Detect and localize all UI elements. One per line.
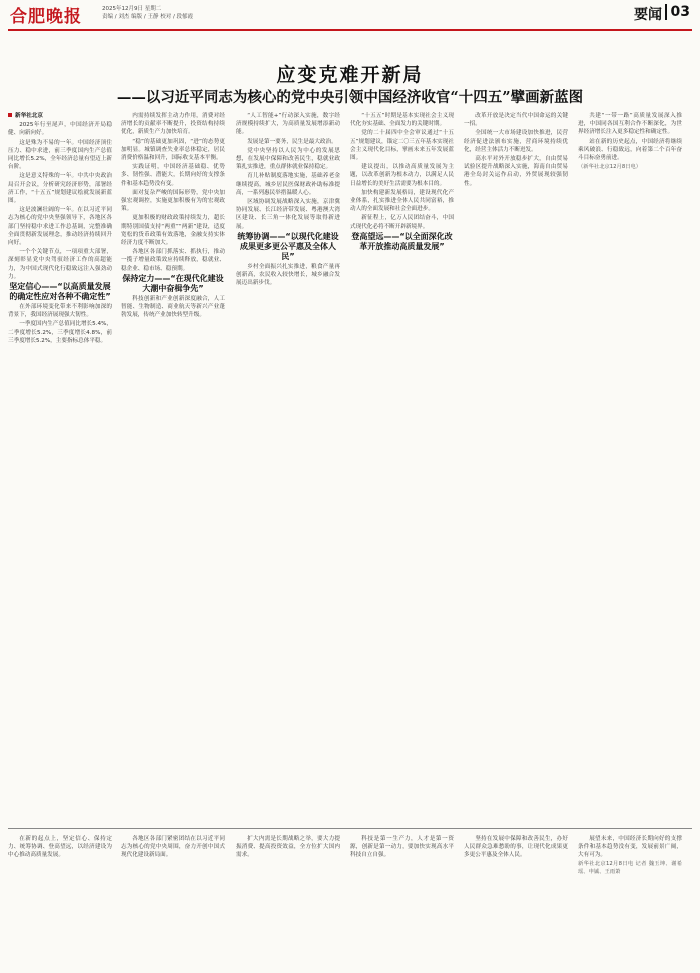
article-column-6	[578, 112, 682, 820]
paragraph: 育儿补贴制度落地实施，基础养老金继续提高，城乡居民医保财政补助标准提高，一系列惠民举措温暖人心。	[236, 173, 340, 196]
paragraph: 坚持在发展中保障和改善民生，办好人民群众急难愁盼的事，让现代化成果更多更公平惠及全体人民。	[464, 836, 568, 859]
paragraph: “稳”的基础更加巩固，“进”的态势更加明显。城镇调查失业率总体稳定，居民消费价格温和回升，国际收支基本平衡。	[121, 138, 225, 162]
article-column-5	[464, 112, 568, 820]
article-column-3	[236, 112, 340, 820]
continuation-column-5	[464, 835, 568, 963]
paragraph: 在外部环境变化带来不利影响加深的背景下，我国经济展现强大韧性。	[8, 304, 112, 319]
paragraph: 科技是第一生产力，人才是第一资源，创新是第一动力，要加快实现高水平科技自立自强。	[350, 836, 454, 859]
section-subtitle: 登高望远——“以全面深化改革开放推动高质量发展”	[351, 231, 453, 251]
paragraph: 这是波澜壮阔的一年。在以习近平同志为核心的党中央坚强领导下，各地区各部门坚持稳中求进工作总基调，完整准确全面贯彻新发展理念，推动经济持续回升向好。	[8, 207, 112, 247]
paragraph: 展望未来，中国经济长期向好的支撑条件和基本趋势没有变，发展前景广阔，大有可为。	[578, 836, 682, 859]
editors-line: 责编 / 刘杰 编版 / 王静 校对 / 段郁霞	[102, 14, 194, 20]
section-name: 要闻	[634, 7, 662, 23]
article-credit: （新华社北京12月8日电）	[578, 164, 642, 171]
paragraph: 2025年行至尾声，中国经济开局稳健、向新向好。	[8, 122, 112, 137]
article-column-1	[8, 112, 112, 820]
paragraph: 各地区各部门紧密团结在以习近平同志为核心的党中央周围，奋力开创中国式现代化建设新局面。	[121, 836, 225, 859]
header-meta	[102, 5, 193, 21]
paragraph: 站在新的历史起点，中国经济将继续乘风破浪、行稳致远，向着第二个百年奋斗目标奋勇前进。	[578, 138, 682, 162]
headline: 应变克难开新局	[276, 64, 424, 86]
paragraph: 更加积极的财政政策持续发力，超长期特别国债支持“两重”“两新”建设，适度宽松的货币政策有效落地，金融支持实体经济力度不断加大。	[121, 215, 225, 247]
paragraph: 党中央坚持以人民为中心的发展思想，在发展中保障和改善民生，稳就业政策扎实推进，重点群体就业保持稳定。	[236, 147, 340, 171]
paragraph: 建议提出，以推动高质量发展为主题，以改革创新为根本动力，以满足人民日益增长的美好生活需要为根本目的。	[350, 164, 454, 187]
continuation-column-4	[350, 835, 454, 963]
paragraph: 实践证明，中国经济基础稳、优势多、韧性强、潜能大，长期向好的支撑条件和基本趋势没有变。	[121, 164, 225, 187]
paragraph: 扩大内需是长期战略之举，要大力提振消费、提高投资效益，全方位扩大国内需求。	[236, 836, 340, 859]
paragraph: 发展是第一要务，民生是最大政治。	[247, 138, 337, 145]
paragraph: 这是意义特殊的一年。中共中央政治局召开会议，分析研究经济形势，部署经济工作，“十五五”规划建议绘就发展新蓝图。	[8, 173, 112, 205]
section-subtitle: 坚定信心——“以高质量发展的确定性应对各种不确定性”	[9, 282, 111, 302]
newspaper-logo: 合肥晚报	[10, 7, 82, 27]
continuation-column-6	[578, 835, 682, 963]
paragraph: 这是殊为不易的一年。中国经济顶住压力、稳中求进，前三季度国内生产总值同比增长5.2%，全年经济总量有望迈上新台阶。	[8, 139, 112, 171]
subheadline: ——以习近平同志为核心的党中央引领中国经济收官“十四五”擘画新蓝图	[116, 89, 584, 106]
paragraph: 区域协调发展战略深入实施，京津冀协同发展、长江经济带发展、粤港澳大湾区建设、长三角一体化发展等取得新进展。	[236, 199, 340, 230]
paragraph: 科技创新和产业创新深度融合，人工智能、生物制造、商业航天等新兴产业蓬勃发展，传统产业加快转型升级。	[121, 295, 225, 319]
paragraph: 新征程上，亿万人民团结奋斗，中国式现代化必将不断开辟新境界。	[350, 215, 454, 230]
paragraph: “十五五”时期是基本实现社会主义现代化夯实基础、全面发力的关键时期。	[350, 113, 454, 128]
paragraph: 高水平对外开放稳步扩大，自由贸易试验区提升战略深入实施，海南自由贸易港全岛封关运作启动，外贸展现较强韧性。	[464, 156, 568, 187]
paragraph: 一个个关键节点，一项项重大部署，深刻彰显党中央驾驭经济工作的高超能力，为中国式现代化行稳致远注入强劲动力。	[8, 249, 112, 280]
page-number: 03	[665, 4, 690, 20]
paragraph: “人工智能+”行动深入实施，数字经济规模持续扩大，为高质量发展增添新动能。	[236, 113, 340, 136]
page-header	[8, 2, 692, 28]
paragraph: 加快构建新发展格局，建设现代化产业体系，扎实推进全体人民共同富裕，推动人的全面发展和社会全面进步。	[350, 189, 454, 213]
paragraph: 在新的起点上，坚定信心、保持定力、统筹协调、登高望远，以经济建设为中心推动高质量发展。	[8, 836, 112, 859]
section-subtitle: 统筹协调——“以现代化建设成果更多更公平惠及全体人民”	[237, 231, 339, 261]
paragraph: 党的二十届四中全会审议通过“十五五”规划建议，锚定二〇三五年基本实现社会主义现代化目标，擘画未来五年发展蓝图。	[350, 130, 454, 162]
paragraph: 共建“一带一路”高质量发展深入推进，中国同各国互利合作不断深化，为世界经济增长注入更多稳定性和确定性。	[578, 113, 682, 136]
continuation-column-3	[236, 835, 340, 963]
header-rule	[8, 29, 692, 31]
paragraph: 改革开放是决定当代中国命运的关键一招。	[464, 113, 568, 128]
continuation-column-1	[8, 835, 112, 963]
paragraph: 一季度国内生产总值同比增长5.4%，二季度增长5.2%，三季度增长4.8%，前三季度增长5.2%，主要指标总体平稳。	[8, 321, 112, 344]
continuation-column-2	[121, 835, 225, 963]
paragraph: 各地区各部门抓落实、抓执行，推动一揽子增量政策效应持续释放，稳就业、稳企业、稳市场、稳预期。	[121, 249, 225, 272]
bottom-divider	[8, 828, 692, 829]
paragraph: 全国统一大市场建设加快推进，民营经济促进法颁布实施，营商环境持续优化，经营主体活力不断迸发。	[464, 130, 568, 153]
byline: 新华社北京	[8, 112, 112, 120]
byline-marker-icon	[8, 113, 12, 117]
bottom-credit: 新华社北京12月8日电 记者 魏玉坤、谢希瑶、申铖、王雨萧	[578, 860, 682, 875]
paragraph: 内需持续发挥主动力作用，消费对经济增长的贡献率不断提升，投资结构持续优化，新质生产力加快培育。	[121, 113, 225, 136]
section-subtitle: 保持定力——“在现代化建设大潮中奋楫争先”	[122, 273, 224, 293]
issue-date: 2025年12月9日 星期二	[102, 6, 162, 12]
article-column-4	[350, 112, 454, 820]
article-column-2	[121, 112, 225, 820]
paragraph: 乡村全面振兴扎实推进，粮食产量再创新高，农民收入较快增长，城乡融合发展迈出新步伐。	[236, 263, 340, 287]
paragraph: 面对复杂严峻的国际形势，党中央加强宏观调控，实施更加积极有为的宏观政策。	[121, 189, 225, 213]
